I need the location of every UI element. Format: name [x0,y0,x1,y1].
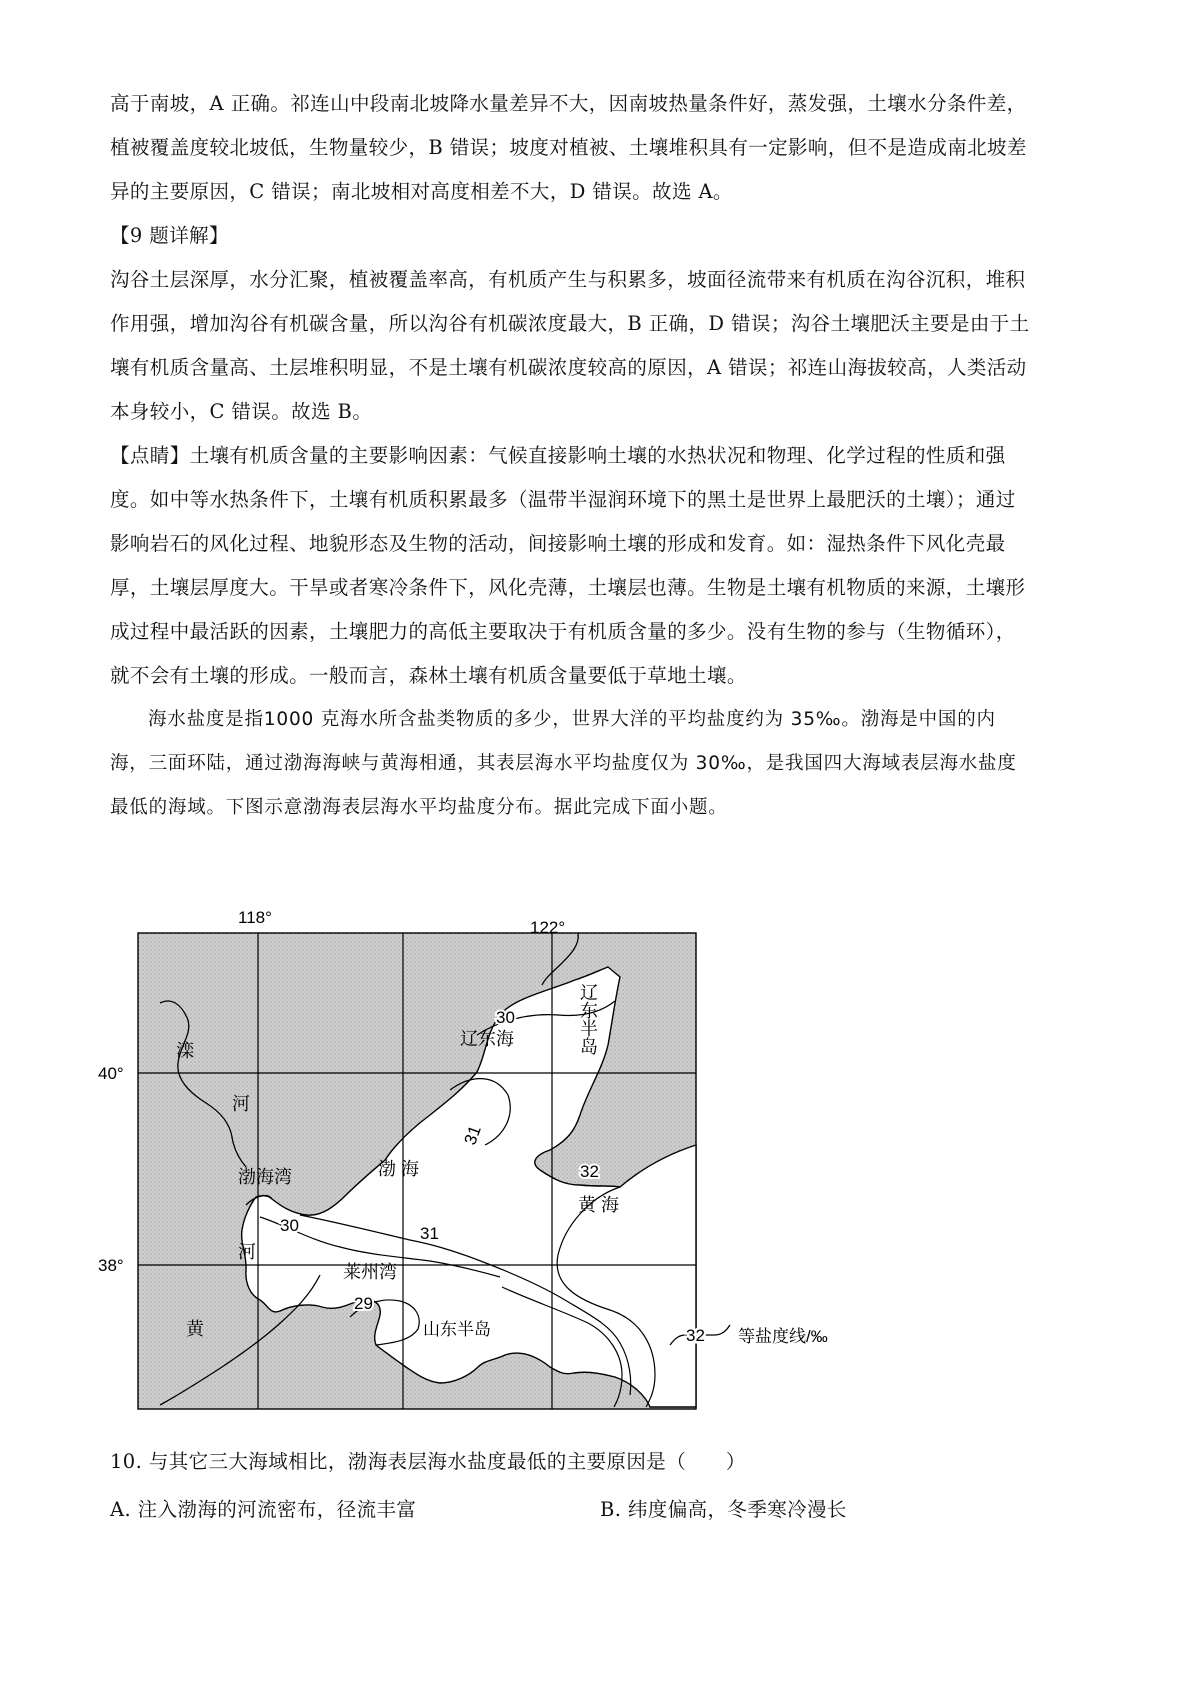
isohaline-value: 31 [420,1224,439,1243]
text-line: 高于南坡，A 正确。祁连山中段南北坡降水量差异不大，因南坡热量条件好，蒸发强，土壤水分条件差， [110,92,1027,115]
text-line: 海水盐度是指1000 克海水所含盐类物质的多少，世界大洋的平均盐度约为 35‰。渤海是中国的内 [148,709,996,730]
text-line: 植被覆盖度较北坡低，生物量较少，B 错误；坡度对植被、土壤堆积具有一定影响，但不是造成南北坡差 [110,136,1027,159]
answer-paragraph-9 [110,258,1100,434]
isohaline-value: 29 [354,1294,373,1313]
isohaline-value: 32 [580,1162,599,1181]
text-line: 最低的海域。下图示意渤海表层海水平均盐度分布。据此完成下面小题。 [110,797,728,818]
text-line: 【点睛】土壤有机质含量的主要影响因素：气候直接影响土壤的水热状况和物理、化学过程的性质和强 [110,444,1006,467]
answer-paragraph-8 [110,82,1100,214]
text-line: 本身较小，C 错误。故选 B。 [110,400,373,423]
text-line: 影响岩石的风化过程、地貌形态及生物的活动，间接影响土壤的形成和发育。如：湿热条件下风化壳最 [110,532,1006,555]
lat-label: 38° [98,1256,124,1275]
isohaline-value: 31 [460,1123,485,1148]
lon-label: 122° [530,918,566,937]
text-line: 壤有机质含量高、土层堆积明显，不是土壤有机碳浓度较高的原因，A 错误；祁连山海拔较高，人类活动 [110,356,1027,379]
isohaline-value: 30 [496,1008,515,1027]
liaodong-peninsula-label: 辽东半岛 [578,983,598,1055]
lat-label: 40° [98,1064,124,1083]
text-line: 沟谷土层深厚，水分汇聚，植被覆盖率高，有机质产生与积累多，坡面径流带来有机质在沟谷沉积，堆积 [110,268,1026,291]
shandong-peninsula-label: 山东半岛 [423,1320,491,1339]
legend-value: 32 [686,1326,705,1345]
q9-heading: 【9 题详解】 [110,224,229,247]
text-line: 异的主要原因，C 错误；南北坡相对高度相差不大，D 错误。故选 A。 [110,180,733,203]
yellow-river-label: 黄 [186,1319,204,1339]
material-intro [110,698,1100,830]
yellow-sea-label: 黄 海 [578,1195,620,1215]
lon-label: 118° [238,908,272,927]
text-line: 作用强，增加沟谷有机碳含量，所以沟谷有机碳浓度最大，B 正确，D 错误；沟谷土壤肥沃主要是由于土 [110,312,1030,335]
bohai-salinity-map [98,905,950,1425]
liaodong-bay-label: 辽东海 [460,1029,514,1049]
legend-label: 等盐度线/‰ [738,1327,828,1346]
text-line: 度。如中等水热条件下，土壤有机质积累最多（温带半湿润环境下的黑土是世界上最肥沃的土壤）；通过 [110,488,1016,511]
option-a: A. 注入渤海的河流密布，径流丰富 [110,1498,417,1521]
text-line: 海，三面环陆，通过渤海海峡与黄海相通，其表层海水平均盐度仅为 30‰，是我国四大海域表层海水盐度 [110,753,1017,774]
key-point-paragraph [110,434,1100,698]
luan-river-label: 滦 [176,1041,194,1061]
laizhou-bay-label: 莱州湾 [343,1262,397,1282]
luan-river-label: 河 [232,1094,250,1114]
question-10-stem: 10. 与其它三大海域相比，渤海表层海水盐度最低的主要原因是（ ） [110,1450,746,1473]
bohai-bay-label: 渤海湾 [238,1167,292,1187]
isohaline-value: 30 [280,1216,299,1235]
bohai-label: 渤 海 [378,1159,420,1179]
text-line: 成过程中最活跃的因素，土壤肥力的高低主要取决于有机质含量的多少。没有生物的参与（生物循环）， [110,620,1016,643]
text-line: 就不会有土壤的形成。一般而言，森林土壤有机质含量要低于草地土壤。 [110,664,747,687]
text-line: 厚，土壤层厚度大。干旱或者寒冷条件下，风化壳薄，土壤层也薄。生物是土壤有机物质的来源，土壤形 [110,576,1026,599]
yellow-river-label: 河 [238,1242,256,1262]
option-b: B. 纬度偏高，冬季寒冷漫长 [600,1498,847,1521]
